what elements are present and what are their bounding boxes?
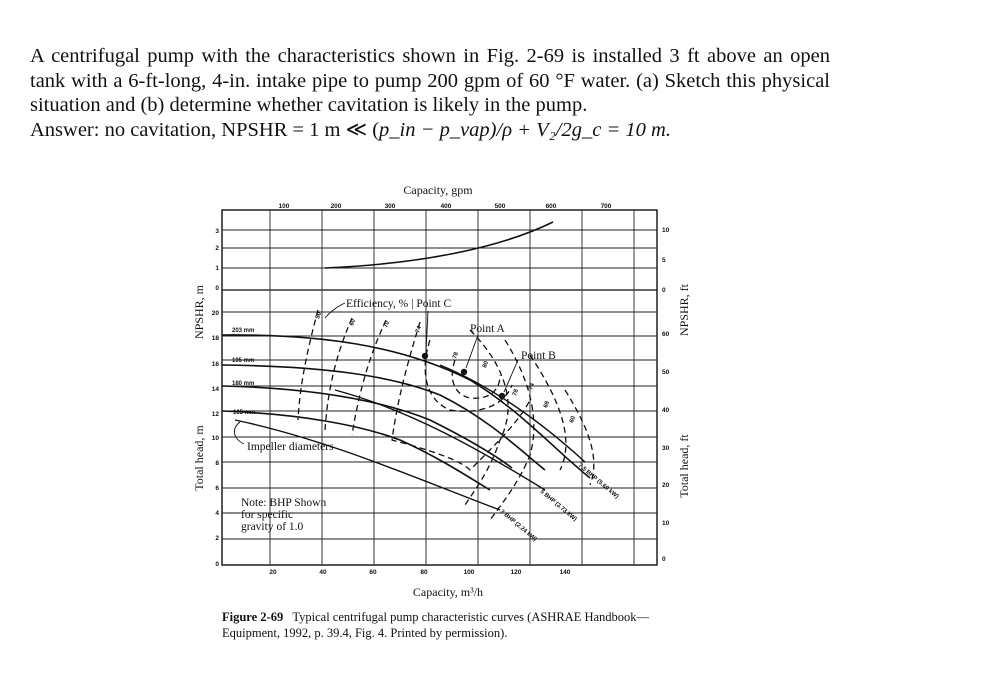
right-head-tick-label: 10 [662,520,670,527]
left-label-top: NPSHR, m [192,284,206,340]
left-head-tick-label: 14 [211,386,219,393]
efficiency-value-label: 80 [482,360,491,369]
impeller-bracket [234,422,244,444]
top-tick-labels [279,203,612,210]
bottom-tick-label: 140 [559,569,571,576]
impeller-label: Impeller diameters [247,441,334,453]
caption-label: Figure 2-69 [222,610,284,624]
top-tick-label: 200 [330,203,342,210]
point-c-marker [422,353,428,359]
impeller-diameter-labels [232,328,255,416]
efficiency-value-label: 60 [349,318,358,327]
top-tick-label: 500 [494,203,506,210]
efficiency-label: Efficiency, % | Point C [346,298,452,310]
bottom-tick-label: 20 [269,569,277,576]
efficiency-value-label: 74 [528,382,537,391]
efficiency-leader [325,303,345,318]
bottom-tick-labels [269,569,570,576]
right-head-tick-label: 50 [662,369,670,376]
bhp-7-5 [440,365,585,462]
efficiency-value-label: 50 [315,311,324,320]
right-head-tick-label: 60 [662,331,670,338]
eff-78 [425,340,512,411]
bottom-tick-label: 60 [369,569,377,576]
left-head-tick-label: 20 [211,310,219,317]
left-head-tick-label: 4 [215,510,219,517]
bhp-label-7-5: 7.5 BHP (5.60 kW) [576,462,620,501]
impeller-diameter-label: 195 mm [232,358,255,364]
right-head-tick-label: 0 [662,556,666,563]
right-head-tick-label: 40 [662,407,670,414]
figure-caption [222,609,667,641]
right-npshr-tick-label: 0 [662,287,666,294]
left-npshr-tick-label: 2 [215,245,219,252]
eff-74 [392,322,530,470]
note-line-2: for specific [241,509,294,521]
right-label-bottom: Total head, ft [677,434,691,498]
left-head-tick-label: 2 [215,535,219,542]
bhp-label-5: 5 BHP (3.73 kW) [538,488,578,523]
answer-formula: p_in − p_vap)/ρ + V₂/2g_c = 10 m. [379,118,671,141]
efficiency-value-label: 68 [543,400,552,409]
left-npshr-tick-labels [215,228,219,292]
bottom-tick-label: 40 [319,569,327,576]
right-head-tick-label: 20 [662,482,670,489]
left-head-tick-label: 18 [211,335,219,342]
right-npshr-tick-label: 10 [662,227,670,234]
left-npshr-tick-label: 3 [215,228,219,235]
top-tick-label: 600 [545,203,557,210]
left-npshr-tick-label: 1 [215,265,219,272]
answer-lead: Answer: no cavitation, NPSHR = 1 m ≪ ( [30,118,380,141]
top-axis-title: Capacity, gpm [403,183,473,197]
efficiency-value-label: 60 [569,415,578,424]
bottom-tick-label: 80 [420,569,428,576]
head-curve-195 [222,365,545,470]
left-head-tick-label: 6 [215,485,219,492]
left-label-bottom: Total head, m [192,425,206,491]
left-head-tick-label: 0 [215,561,219,568]
top-tick-label: 300 [384,203,396,210]
right-head-tick-label: 30 [662,445,670,452]
efficiency-value-label: 78 [512,388,521,397]
point-a-label: Point A [470,323,505,335]
point-b-label: Point B [521,350,556,362]
impeller-diameter-label: 180 mm [232,381,255,387]
left-head-tick-label: 12 [211,411,219,418]
bottom-axis-title: Capacity, m³/h [412,585,484,599]
left-npshr-tick-label: 0 [215,285,219,292]
left-head-tick-label: 8 [215,460,219,467]
impeller-diameter-label: 203 mm [232,328,255,334]
npshr-curve [325,222,553,268]
top-tick-label: 100 [278,203,290,210]
caption-text: Typical centrifugal pump characteristic curves (ASHRAE Handbook—Equipment, 1992, p. 39.4, Fig. 4. Printed by permission). [222,610,650,640]
point-a-leader [466,335,478,368]
efficiency-value-label: 70 [383,320,392,329]
note-line-3: gravity of 1.0 [241,521,304,533]
top-tick-label: 700 [600,203,612,210]
point-b-marker [499,393,505,399]
right-label-top: NPSHR, ft [677,283,691,337]
efficiency-value-label: 74 [415,325,424,334]
left-head-tick-labels [212,310,220,568]
problem-text: A centrifugal pump with the characteristics shown in Fig. 2-69 is installed 3 ft above an open tank with a 6-ft-long, 4-in. intake pipe to pump 200 gpm of 60 °F water. (a) Sketch this physical situation and (b) determine whether cavitation is likely in the pump. [30,45,830,116]
bottom-tick-label: 100 [463,569,475,576]
right-npshr-tick-labels [662,227,670,294]
eff-50 [298,310,318,420]
note-line-1: Note: BHP Shown [241,497,327,509]
right-npshr-tick-label: 5 [662,257,666,264]
left-head-tick-label: 10 [211,435,219,442]
left-head-tick-label: 16 [211,361,219,368]
bhp-label-3: 3 BHP (2.24 kW) [498,508,538,543]
point-a-marker [461,369,467,375]
top-tick-label: 400 [440,203,452,210]
right-head-tick-labels [662,331,670,563]
bottom-tick-label: 120 [510,569,522,576]
eff-60 [325,318,352,430]
impeller-diameter-label: 165 mm [233,410,256,416]
efficiency-value-label: 78 [452,351,461,360]
